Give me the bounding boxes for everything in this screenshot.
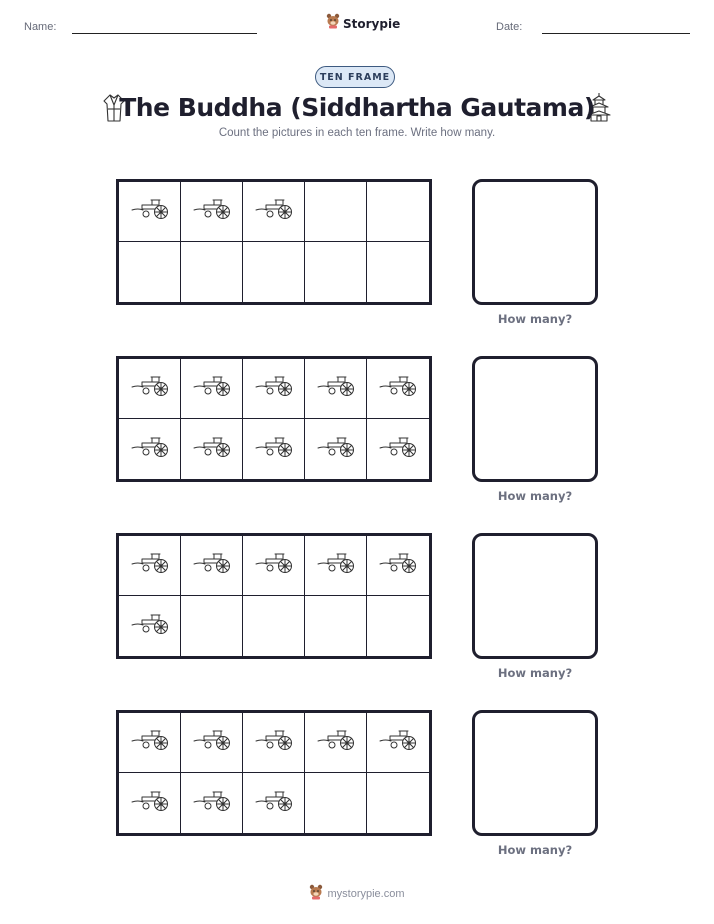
cart-icon [316,435,356,464]
ten-frame-cell [305,419,367,479]
cart-icon [378,728,418,757]
instructions: Count the pictures in each ten frame. Write how many. [218,127,496,139]
ten-frame-cell [119,359,181,419]
bear-logo-icon [309,884,323,903]
cart-icon [130,197,170,226]
cart-icon [254,551,294,580]
ten-frame-1 [116,179,432,305]
bear-logo-icon [326,13,340,34]
ten-frame-cell [243,359,305,419]
cart-icon [254,789,294,818]
ten-frame-3 [116,533,432,659]
ten-frame-cell [181,596,243,656]
ten-frame-cell [305,596,367,656]
footer [0,884,714,903]
ten-frame-cell [181,182,243,242]
cart-icon [378,551,418,580]
cart-icon [192,374,232,403]
cart-icon [254,197,294,226]
ten-frame-cell [181,242,243,302]
ten-frame-cell [181,773,243,833]
ten-frame-cell [243,713,305,773]
ten-frame-4 [116,710,432,836]
cart-icon [130,435,170,464]
ten-frame-cell [119,182,181,242]
ten-frame-cell [119,713,181,773]
ten-frame-cell [367,536,429,596]
cart-icon [130,551,170,580]
answer-box-4[interactable] [472,710,598,836]
ten-frame-cell [243,182,305,242]
answer-box-2[interactable] [472,356,598,482]
cart-icon [192,197,232,226]
ten-frame-cell [367,419,429,479]
how-many-label: How many? [497,312,573,326]
ten-frame-cell [243,536,305,596]
page-title: The Buddha (Siddhartha Gautama) [119,93,595,122]
ten-frame-cell [305,242,367,302]
cart-icon [254,374,294,403]
ten-frame-cell [119,419,181,479]
cart-icon [130,374,170,403]
ten-frame-cell [119,596,181,656]
ten-frame-cell [305,359,367,419]
ten-frame-2 [116,356,432,482]
ten-frame-cell [119,536,181,596]
ten-frame-cell [243,596,305,656]
cart-icon [130,728,170,757]
ten-frame-cell [367,596,429,656]
cart-icon [192,789,232,818]
ten-frame-cell [305,773,367,833]
ten-frame-cell [305,182,367,242]
ten-frame-cell [367,242,429,302]
ten-frame-cell [181,536,243,596]
cart-icon [378,374,418,403]
brand-logo [326,13,400,34]
cart-icon [130,789,170,818]
answer-box-1[interactable] [472,179,598,305]
footer-url[interactable]: mystorypie.com [327,887,405,900]
how-many-label: How many? [497,843,573,857]
cart-icon [254,435,294,464]
cart-icon [316,728,356,757]
cart-icon [378,435,418,464]
date-line[interactable] [542,33,690,34]
cart-icon [316,374,356,403]
ten-frame-cell [181,359,243,419]
ten-frame-cell [119,773,181,833]
cart-icon [316,551,356,580]
cart-icon [254,728,294,757]
ten-frame-badge: TEN FRAME [315,66,395,88]
cart-icon [130,612,170,641]
ten-frame-cell [367,713,429,773]
ten-frame-cell [243,242,305,302]
cart-icon [192,728,232,757]
answer-box-3[interactable] [472,533,598,659]
how-many-label: How many? [497,489,573,503]
how-many-label: How many? [497,666,573,680]
brand-name: Storypie [343,16,401,31]
name-line[interactable] [72,33,257,34]
name-label: Name: [24,21,57,33]
cart-icon [192,435,232,464]
ten-frame-cell [181,713,243,773]
cart-icon [192,551,232,580]
ten-frame-cell [181,419,243,479]
ten-frame-cell [305,713,367,773]
ten-frame-cell [367,773,429,833]
date-label: Date: [496,21,523,33]
ten-frame-cell [243,773,305,833]
ten-frame-cell [305,536,367,596]
ten-frame-cell [367,359,429,419]
ten-frame-cell [243,419,305,479]
ten-frame-cell [367,182,429,242]
ten-frame-cell [119,242,181,302]
